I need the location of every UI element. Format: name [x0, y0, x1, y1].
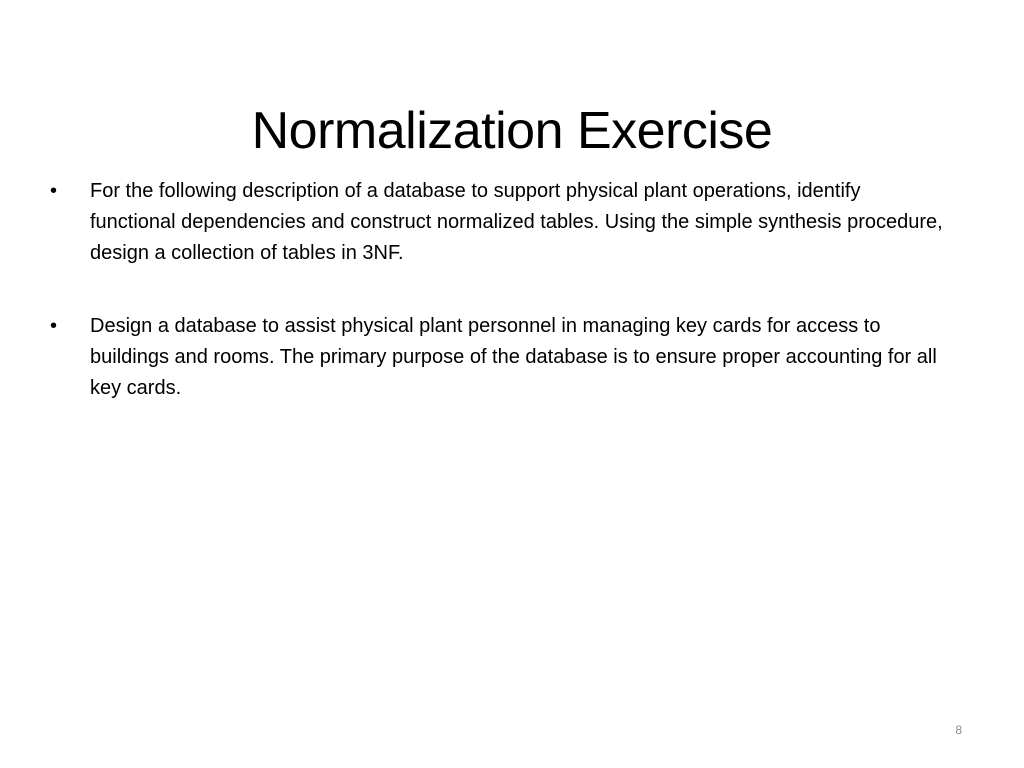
bullet-item-1 [50, 176, 950, 269]
bullet-list [50, 176, 950, 446]
slide-number: 8 [955, 723, 962, 737]
slide-title: Normalization Exercise [251, 101, 773, 160]
bullet-icon: • [50, 315, 58, 337]
bullet-item-2 [50, 311, 950, 404]
bullet-text: Design a database to assist physical plant personnel in managing key cards for access to buildings and rooms. The primary purpose of the database is to ensure proper accounting for all key cards. [90, 315, 937, 399]
bullet-icon: • [50, 180, 58, 202]
bullet-text: For the following description of a database to support physical plant operations, identify functional dependencies and construct normalized tables. Using the simple synthesis procedure, design a collection of tables in 3NF. [90, 180, 943, 264]
